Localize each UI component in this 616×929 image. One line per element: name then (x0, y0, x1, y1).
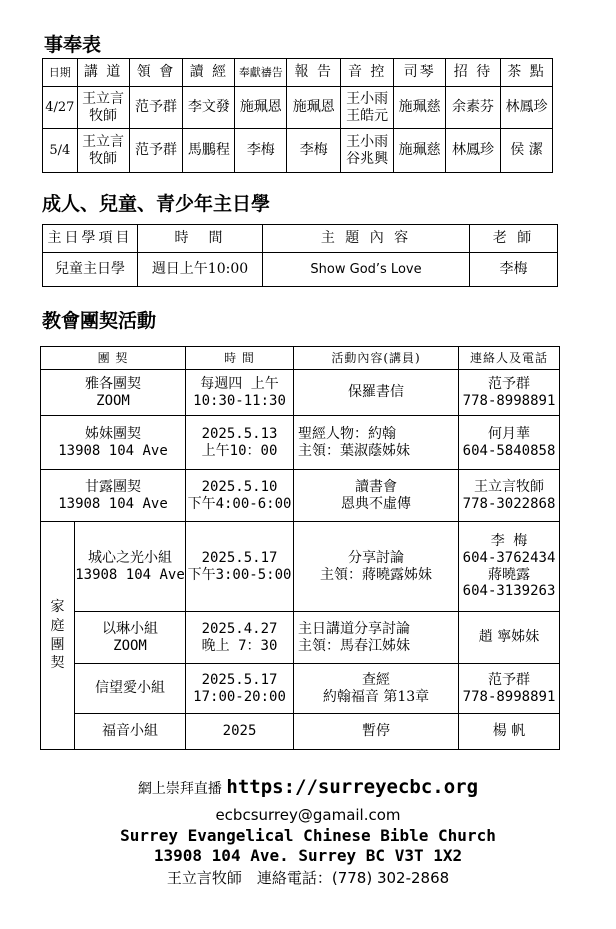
table-row (41, 522, 560, 612)
cell: 姊妹團契 13908 104 Ave (41, 416, 186, 470)
cell: 范予群 778-8998891 (459, 370, 560, 416)
col-usher: 招 待 (446, 59, 501, 87)
church-address: 13908 104 Ave. Surrey BC V3T 1X2 (153, 846, 463, 865)
cell: 2025.5.17 17:00-20:00 (186, 664, 294, 714)
cell: 2025 (186, 714, 294, 750)
pastor-contact-line (0, 867, 616, 888)
cell: 馬鵬程 (183, 129, 235, 173)
fellowship-table (40, 346, 560, 750)
cell: 查經 約翰福音 第13章 (294, 664, 459, 714)
cell: 王立言牧師 778-3022868 (459, 470, 560, 522)
cell: 王立言 牧師 (77, 87, 129, 129)
cell: 保羅書信 (294, 370, 459, 416)
col-topic: 主 題 內 容 (263, 225, 470, 253)
col-pianist: 司琴 (394, 59, 446, 87)
col-time: 時 間 (186, 347, 294, 370)
cell: 每週四 上午 10:30-11:30 (186, 370, 294, 416)
cell: 2025.5.10 下午4:00-6:00 (186, 470, 294, 522)
cell: 雅各團契 ZOOM (41, 370, 186, 416)
table-row (41, 416, 560, 470)
col-sound: 音 控 (341, 59, 394, 87)
cell: 李梅 (287, 129, 341, 173)
cell: 週日上午10:00 (138, 253, 263, 287)
table-row (41, 370, 560, 416)
table-row (43, 129, 553, 173)
col-refreshment: 茶 點 (501, 59, 553, 87)
table-row (43, 253, 558, 287)
service-roster-header-row (43, 59, 553, 87)
sunday-school-title: 成人、兒童、青少年主日學 (42, 193, 271, 215)
cell: 暫停 (294, 714, 459, 750)
col-content: 活動內容(講員) (294, 347, 459, 370)
cell: 何月華 604-5840858 (459, 416, 560, 470)
cell: 施珮慈 (394, 129, 446, 173)
col-offering-prayer: 奉獻禱告 (235, 59, 287, 87)
cell: 聖經人物：約翰 主領：葉淑蔭姊妹 (294, 416, 459, 470)
cell: 2025.5.17 下午3:00-5:00 (186, 522, 294, 612)
church-name: Surrey Evangelical Chinese Bible Church (120, 826, 496, 845)
table-row (43, 87, 553, 129)
col-time: 時 間 (138, 225, 263, 253)
cell: 2025.4.27 晚上 7：30 (186, 612, 294, 664)
col-announcement: 報 告 (287, 59, 341, 87)
col-sermon: 講 道 (77, 59, 129, 87)
fellowship-header-row (41, 347, 560, 370)
col-teacher: 老 師 (470, 225, 558, 253)
website-link[interactable]: https://surreyecbc.org (226, 776, 479, 798)
sunday-school-header-row (43, 225, 558, 253)
cell: 施珮慈 (394, 87, 446, 129)
service-roster-table (42, 58, 553, 173)
cell: 范予群 (129, 87, 183, 129)
cell: 讀書會 恩典不虛傳 (294, 470, 459, 522)
cell: 甘露團契 13908 104 Ave (41, 470, 186, 522)
cell: 侯 潔 (501, 129, 553, 173)
cell: 王小雨 谷兆興 (341, 129, 394, 173)
col-leader: 領 會 (129, 59, 183, 87)
cell: Show God’s Love (263, 253, 470, 287)
cell: 范予群 (129, 129, 183, 173)
livestream-line (0, 776, 616, 798)
cell: 分享討論 主領：蔣曉露姊妹 (294, 522, 459, 612)
pastor-phone[interactable]: (778) 302-2868 (331, 869, 450, 887)
table-row (41, 714, 560, 750)
cell: 王小雨 王皓元 (341, 87, 394, 129)
cell: 林鳳珍 (501, 87, 553, 129)
cell: 2025.5.13 上午10：00 (186, 416, 294, 470)
col-reading: 讀 經 (183, 59, 235, 87)
email-link[interactable]: ecbcsurrey@gamail.com (215, 806, 401, 824)
fellowship-title: 教會團契活動 (42, 310, 157, 332)
cell: 王立言 牧師 (77, 129, 129, 173)
cell: 楊 帆 (459, 714, 560, 750)
cell: 主日講道分享討論 主領：馬春江姊妹 (294, 612, 459, 664)
sunday-school-table (42, 224, 558, 287)
cell: 范予群 778-8998891 (459, 664, 560, 714)
col-fellowship: 團 契 (41, 347, 186, 370)
cell: 李梅 (470, 253, 558, 287)
cell: 福音小組 (75, 714, 186, 750)
col-contact: 連絡人及電話 (459, 347, 560, 370)
cell: 信望愛小組 (75, 664, 186, 714)
cell: 李梅 (235, 129, 287, 173)
cell: 李文發 (183, 87, 235, 129)
cell: 趙 寧姊妹 (459, 612, 560, 664)
col-date: 日期 (43, 59, 78, 87)
cell: 施珮恩 (235, 87, 287, 129)
cell: 施珮恩 (287, 87, 341, 129)
cell: 林鳳珍 (446, 129, 501, 173)
cell: 兒童主日學 (43, 253, 138, 287)
cell: 余素芬 (446, 87, 501, 129)
row-date: 4/27 (43, 87, 78, 129)
pastor-contact-label: 王立言牧師 連絡電話： (166, 869, 332, 887)
livestream-label: 網上崇拜直播 (137, 781, 222, 797)
table-row (41, 664, 560, 714)
row-date: 5/4 (43, 129, 78, 173)
table-row (41, 612, 560, 664)
col-program: 主日學項目 (43, 225, 138, 253)
service-roster-title: 事奉表 (44, 34, 102, 56)
family-fellowship-label: 家 庭 團 契 (41, 522, 75, 750)
cell: 李 梅 604-3762434 蔣曉露 604-3139263 (459, 522, 560, 612)
cell: 以琳小組 ZOOM (75, 612, 186, 664)
table-row (41, 470, 560, 522)
cell: 城心之光小組 13908 104 Ave (75, 522, 186, 612)
